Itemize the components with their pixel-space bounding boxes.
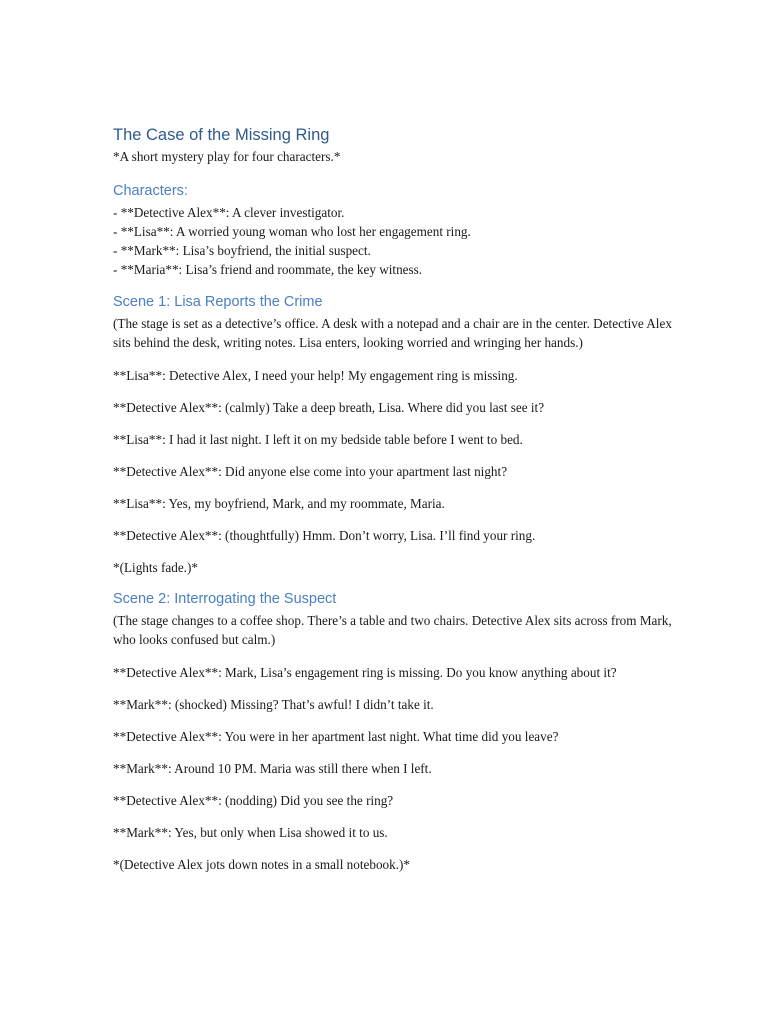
scene-1-heading: Scene 1: Lisa Reports the Crime [113, 294, 323, 310]
scene-2-line: **Mark**: (shocked) Missing? That’s awful! I didn’t take it. [113, 697, 434, 712]
document-title: The Case of the Missing Ring [113, 126, 330, 144]
character-item: - **Lisa**: A worried young woman who lost her engagement ring. [113, 224, 471, 239]
document-subtitle: *A short mystery play for four characters.* [113, 149, 341, 164]
scene-2-heading: Scene 2: Interrogating the Suspect [113, 591, 337, 607]
document-page [113, 124, 673, 887]
character-item: - **Maria**: Lisa’s friend and roommate, the key witness. [113, 262, 423, 277]
scene-2-line: **Detective Alex**: You were in her apartment last night. What time did you leave? [113, 729, 559, 744]
scene-1-stage-direction: (The stage is set as a detective’s office. A desk with a notepad and a chair are in the center. Detective Alex sits behind the desk, writing notes. Lisa enters, looking worried and wringing her hands.) [113, 316, 672, 350]
scene-1-line: **Detective Alex**: (calmly) Take a deep breath, Lisa. Where did you last see it? [113, 400, 545, 415]
scene-2-line: **Detective Alex**: (nodding) Did you see the ring? [113, 793, 394, 808]
scene-2-line: **Mark**: Yes, but only when Lisa showed it to us. [113, 825, 388, 840]
scene-1-line: **Lisa**: Detective Alex, I need your help! My engagement ring is missing. [113, 368, 518, 383]
characters-list [113, 203, 673, 279]
scene-1-line: **Detective Alex**: (thoughtfully) Hmm. Don’t worry, Lisa. I’ll find your ring. [113, 528, 536, 543]
scene-2-stage-direction-end: *(Detective Alex jots down notes in a small notebook.)* [113, 857, 411, 872]
scene-1-line: **Lisa**: I had it last night. I left it on my bedside table before I went to bed. [113, 432, 523, 447]
scene-1-line: **Lisa**: Yes, my boyfriend, Mark, and my roommate, Maria. [113, 496, 445, 511]
scene-1-line: **Detective Alex**: Did anyone else come into your apartment last night? [113, 464, 508, 479]
scene-2-stage-direction: (The stage changes to a coffee shop. There’s a table and two chairs. Detective Alex sits across from Mark, who looks confused but calm.) [113, 613, 672, 647]
character-item: - **Detective Alex**: A clever investigator. [113, 205, 345, 220]
characters-heading: Characters: [113, 183, 188, 199]
scene-2-line: **Mark**: Around 10 PM. Maria was still there when I left. [113, 761, 432, 776]
scene-2-line: **Detective Alex**: Mark, Lisa’s engagement ring is missing. Do you know anything about it? [113, 665, 617, 680]
scene-1-stage-direction-end: *(Lights fade.)* [113, 560, 198, 575]
character-item: - **Mark**: Lisa’s boyfriend, the initial suspect. [113, 243, 371, 258]
